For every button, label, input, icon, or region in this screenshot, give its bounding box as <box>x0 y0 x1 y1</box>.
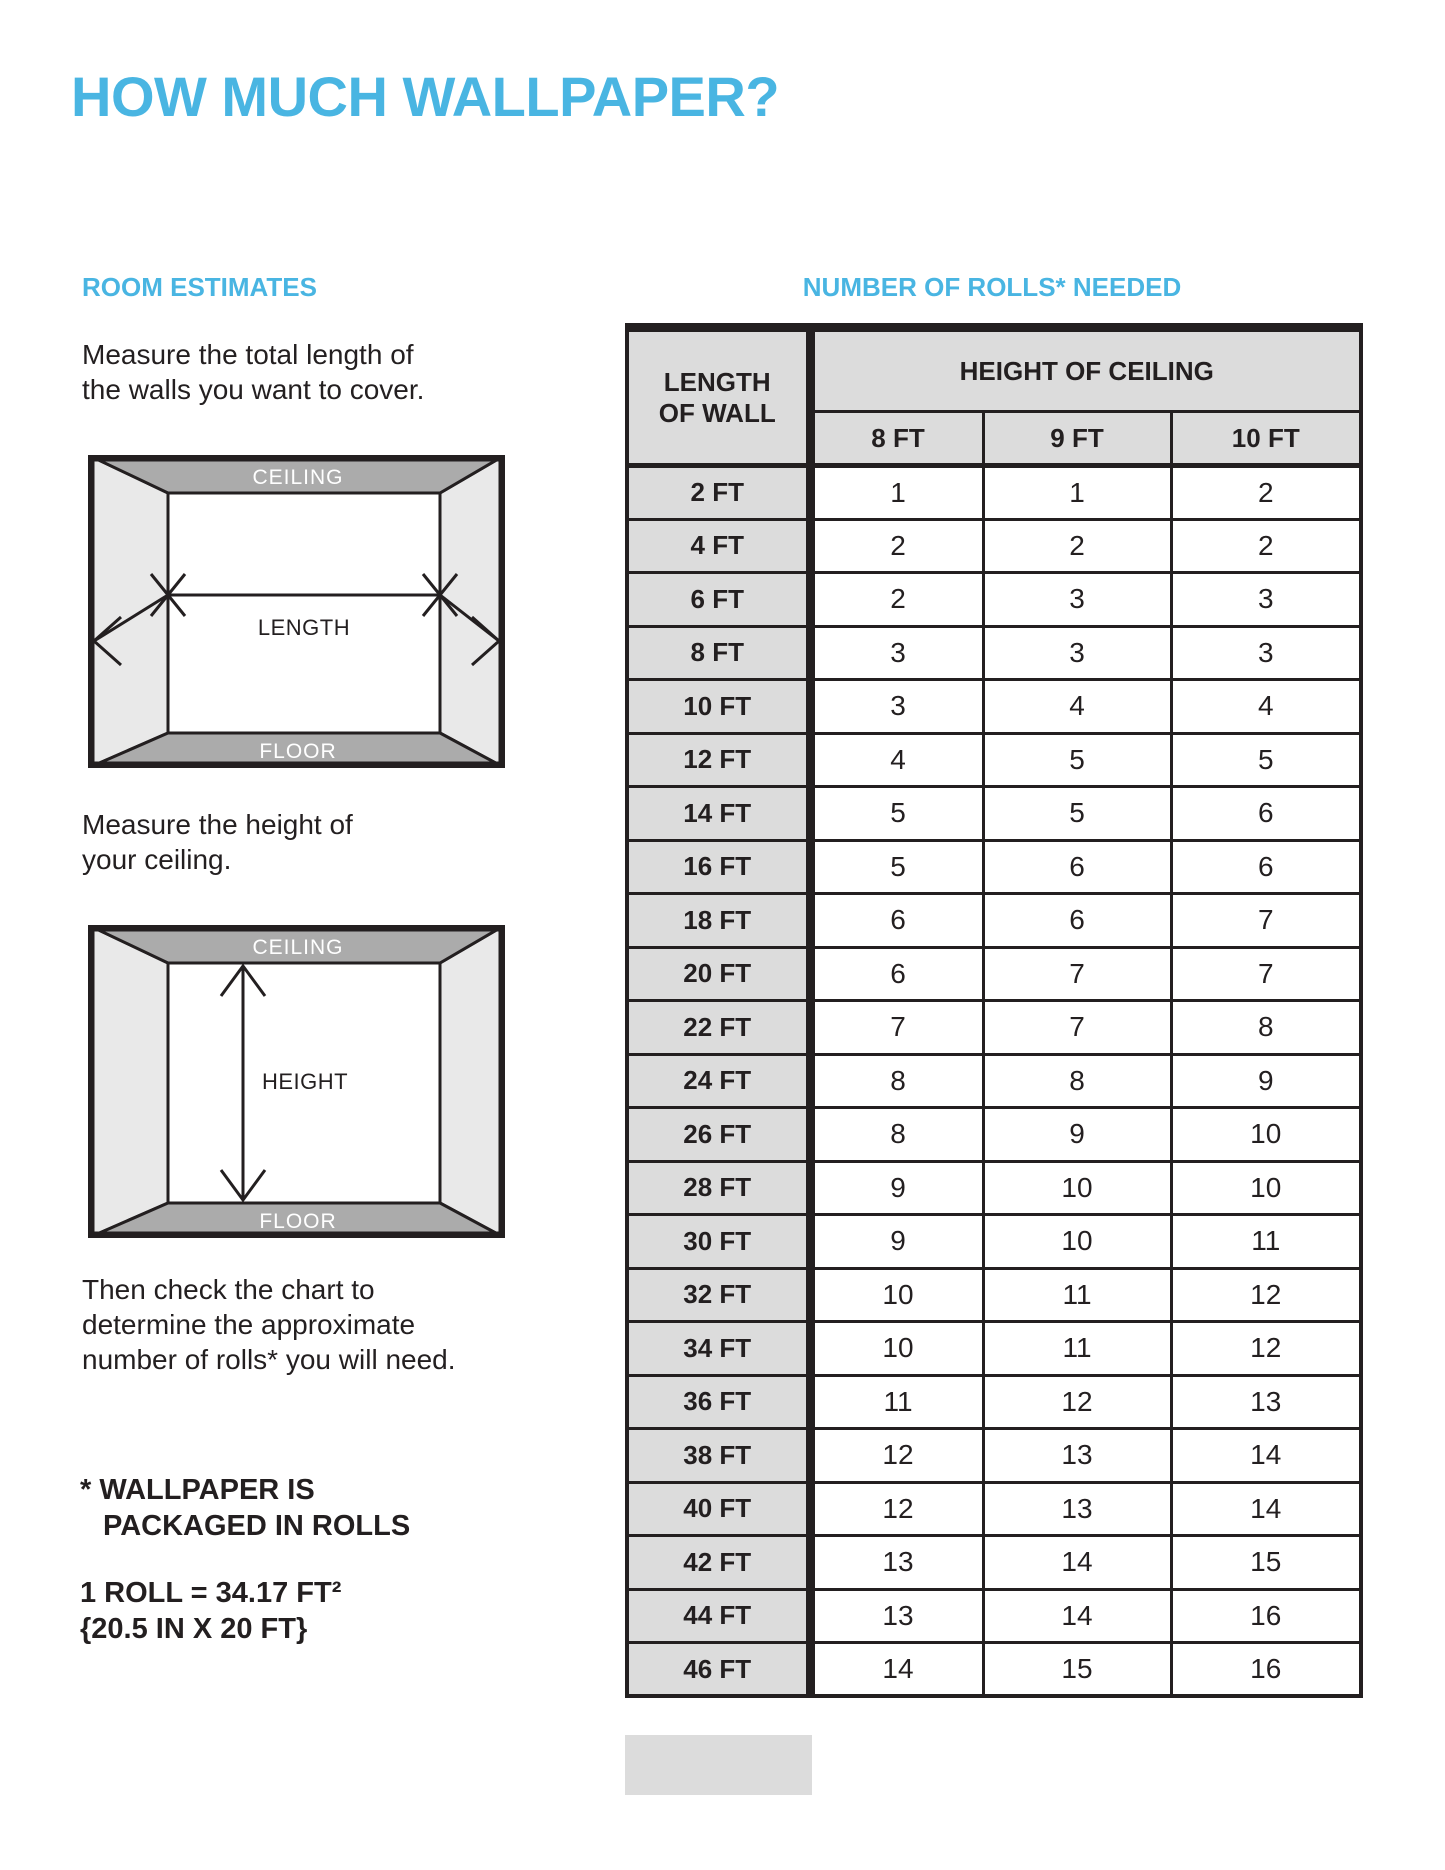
rolls-value-cell: 15 <box>983 1643 1171 1697</box>
rolls-value-cell: 14 <box>1171 1482 1361 1536</box>
rolls-value-cell: 10 <box>983 1215 1171 1269</box>
row-header-cell: 32 FT <box>627 1268 810 1322</box>
table-row <box>627 1589 1361 1643</box>
table-row <box>627 466 1361 520</box>
rolls-value-cell: 5 <box>983 733 1171 787</box>
table-row <box>627 573 1361 627</box>
row-header-cell: 22 FT <box>627 1001 810 1055</box>
table-row <box>627 1108 1361 1162</box>
step3-instruction <box>82 1272 456 1377</box>
rolls-value-cell: 2 <box>983 519 1171 573</box>
step2-line-1: Measure the height of <box>82 809 353 840</box>
row-header-cell: 2 FT <box>627 466 810 520</box>
table-row <box>627 1375 1361 1429</box>
table-bottom-strip <box>625 1735 812 1795</box>
rolls-value-cell: 1 <box>810 466 983 520</box>
rolls-footnote <box>80 1472 410 1544</box>
floor-label: FLOOR <box>259 740 337 763</box>
table-row <box>627 1215 1361 1269</box>
step2-line-2: your ceiling. <box>82 844 232 875</box>
row-header-cell: 28 FT <box>627 1161 810 1215</box>
rolls-value-cell: 13 <box>983 1482 1171 1536</box>
row-header-cell: 10 FT <box>627 680 810 734</box>
ceiling-label: CEILING <box>252 936 344 959</box>
back-wall <box>168 493 440 733</box>
rolls-value-cell: 4 <box>810 733 983 787</box>
rolls-value-cell: 7 <box>983 1001 1171 1055</box>
rolls-value-cell: 3 <box>1171 573 1361 627</box>
rolls-value-cell: 6 <box>1171 840 1361 894</box>
table-row <box>627 1268 1361 1322</box>
column-header-10ft: 10 FT <box>1171 412 1361 466</box>
rolls-value-cell: 6 <box>983 894 1171 948</box>
rolls-value-cell: 6 <box>810 894 983 948</box>
table-row <box>627 894 1361 948</box>
rolls-value-cell: 11 <box>983 1268 1171 1322</box>
rolls-value-cell: 5 <box>810 787 983 841</box>
rolls-value-cell: 2 <box>810 519 983 573</box>
rolls-value-cell: 14 <box>810 1643 983 1697</box>
rolls-value-cell: 13 <box>983 1429 1171 1483</box>
rolls-value-cell: 12 <box>810 1482 983 1536</box>
rolls-table-header <box>627 328 1361 466</box>
rolls-value-cell: 2 <box>1171 519 1361 573</box>
row-header-cell: 38 FT <box>627 1429 810 1483</box>
rolls-value-cell: 9 <box>810 1161 983 1215</box>
row-header-cell: 20 FT <box>627 947 810 1001</box>
length-label: LENGTH <box>257 615 351 640</box>
row-header-cell: 4 FT <box>627 519 810 573</box>
roll-spec-line-1: 1 ROLL = 34.17 FT² <box>80 1577 342 1609</box>
row-header-cell: 16 FT <box>627 840 810 894</box>
rolls-value-cell: 3 <box>810 626 983 680</box>
rolls-value-cell: 8 <box>810 1108 983 1162</box>
row-header-cell: 8 FT <box>627 626 810 680</box>
room-estimates-heading: ROOM ESTIMATES <box>82 272 317 302</box>
table-row <box>627 840 1361 894</box>
rolls-value-cell: 8 <box>810 1054 983 1108</box>
rolls-value-cell: 11 <box>1171 1215 1361 1269</box>
rolls-value-cell: 9 <box>810 1215 983 1269</box>
right-wall <box>440 925 505 1238</box>
table-row <box>627 787 1361 841</box>
right-wall <box>440 455 505 768</box>
rolls-value-cell: 14 <box>983 1536 1171 1590</box>
rolls-value-cell: 6 <box>1171 787 1361 841</box>
rolls-value-cell: 13 <box>810 1589 983 1643</box>
rolls-value-cell: 13 <box>810 1536 983 1590</box>
floor-label: FLOOR <box>259 1210 337 1233</box>
rolls-value-cell: 3 <box>983 626 1171 680</box>
height-diagram <box>88 925 505 1238</box>
rolls-value-cell: 8 <box>1171 1001 1361 1055</box>
rolls-value-cell: 7 <box>1171 947 1361 1001</box>
rolls-value-cell: 3 <box>1171 626 1361 680</box>
page-title: HOW MUCH WALLPAPER? <box>71 65 780 128</box>
rolls-value-cell: 4 <box>1171 680 1361 734</box>
table-row <box>627 1001 1361 1055</box>
rolls-value-cell: 16 <box>1171 1589 1361 1643</box>
rolls-value-cell: 6 <box>810 947 983 1001</box>
step1-instruction <box>82 337 424 407</box>
row-header-cell: 34 FT <box>627 1322 810 1376</box>
table-row <box>627 1643 1361 1697</box>
step3-line-1: Then check the chart to <box>82 1274 375 1305</box>
row-header-cell: 24 FT <box>627 1054 810 1108</box>
rolls-value-cell: 11 <box>810 1375 983 1429</box>
rolls-value-cell: 7 <box>983 947 1171 1001</box>
row-header-title: LENGTH OF WALL <box>627 328 810 466</box>
rolls-value-cell: 5 <box>983 787 1171 841</box>
rolls-value-cell: 7 <box>810 1001 983 1055</box>
rolls-value-cell: 3 <box>810 680 983 734</box>
rolls-value-cell: 15 <box>1171 1536 1361 1590</box>
step1-line-2: the walls you want to cover. <box>82 374 425 405</box>
rolls-value-cell: 4 <box>983 680 1171 734</box>
row-header-cell: 40 FT <box>627 1482 810 1536</box>
rolls-value-cell: 5 <box>810 840 983 894</box>
rolls-value-cell: 12 <box>810 1429 983 1483</box>
rolls-table-body <box>627 466 1361 1697</box>
table-row <box>627 1536 1361 1590</box>
rolls-value-cell: 10 <box>1171 1161 1361 1215</box>
rolls-value-cell: 12 <box>1171 1268 1361 1322</box>
rolls-value-cell: 9 <box>983 1108 1171 1162</box>
rolls-value-cell: 3 <box>983 573 1171 627</box>
row-header-cell: 42 FT <box>627 1536 810 1590</box>
rolls-value-cell: 5 <box>1171 733 1361 787</box>
table-row <box>627 626 1361 680</box>
row-header-cell: 46 FT <box>627 1643 810 1697</box>
rolls-needed-heading: NUMBER OF ROLLS* NEEDED <box>802 272 1182 302</box>
rolls-value-cell: 14 <box>983 1589 1171 1643</box>
row-header-cell: 26 FT <box>627 1108 810 1162</box>
rolls-value-cell: 12 <box>983 1375 1171 1429</box>
row-header-cell: 6 FT <box>627 573 810 627</box>
rolls-value-cell: 10 <box>983 1161 1171 1215</box>
table-row <box>627 947 1361 1001</box>
table-row <box>627 1161 1361 1215</box>
rolls-value-cell: 2 <box>810 573 983 627</box>
row-header-cell: 18 FT <box>627 894 810 948</box>
column-header-8ft: 8 FT <box>810 412 983 466</box>
footnote-line-1: * WALLPAPER IS <box>80 1474 315 1506</box>
rolls-value-cell: 10 <box>810 1268 983 1322</box>
step2-instruction <box>82 807 353 877</box>
height-label: HEIGHT <box>262 1069 349 1094</box>
rolls-value-cell: 1 <box>983 466 1171 520</box>
row-header-cell: 44 FT <box>627 1589 810 1643</box>
row-header-cell: 36 FT <box>627 1375 810 1429</box>
rolls-value-cell: 9 <box>1171 1054 1361 1108</box>
table-row <box>627 1482 1361 1536</box>
rolls-value-cell: 11 <box>983 1322 1171 1376</box>
length-diagram <box>88 455 505 768</box>
column-header-9ft: 9 FT <box>983 412 1171 466</box>
rolls-table <box>625 323 1363 1698</box>
left-wall <box>88 925 168 1238</box>
table-row <box>627 733 1361 787</box>
rolls-value-cell: 6 <box>983 840 1171 894</box>
rolls-value-cell: 2 <box>1171 466 1361 520</box>
table-row <box>627 1322 1361 1376</box>
row-header-cell: 12 FT <box>627 733 810 787</box>
rolls-value-cell: 7 <box>1171 894 1361 948</box>
row-header-cell: 30 FT <box>627 1215 810 1269</box>
roll-spec-line-2: {20.5 IN X 20 FT} <box>80 1613 308 1645</box>
rolls-value-cell: 10 <box>1171 1108 1361 1162</box>
rolls-value-cell: 13 <box>1171 1375 1361 1429</box>
table-row <box>627 680 1361 734</box>
step1-line-1: Measure the total length of <box>82 339 414 370</box>
step3-line-3: number of rolls* you will need. <box>82 1344 456 1375</box>
table-row <box>627 519 1361 573</box>
row-header-cell: 14 FT <box>627 787 810 841</box>
rolls-value-cell: 8 <box>983 1054 1171 1108</box>
roll-spec <box>80 1575 341 1647</box>
rolls-value-cell: 12 <box>1171 1322 1361 1376</box>
step3-line-2: determine the approximate <box>82 1309 416 1340</box>
table-row <box>627 1054 1361 1108</box>
rolls-value-cell: 14 <box>1171 1429 1361 1483</box>
ceiling-label: CEILING <box>252 466 344 489</box>
table-row <box>627 1429 1361 1483</box>
column-group-header: HEIGHT OF CEILING <box>810 328 1361 412</box>
rolls-value-cell: 16 <box>1171 1643 1361 1697</box>
rolls-value-cell: 10 <box>810 1322 983 1376</box>
footnote-line-2: PACKAGED IN ROLLS <box>103 1510 411 1542</box>
